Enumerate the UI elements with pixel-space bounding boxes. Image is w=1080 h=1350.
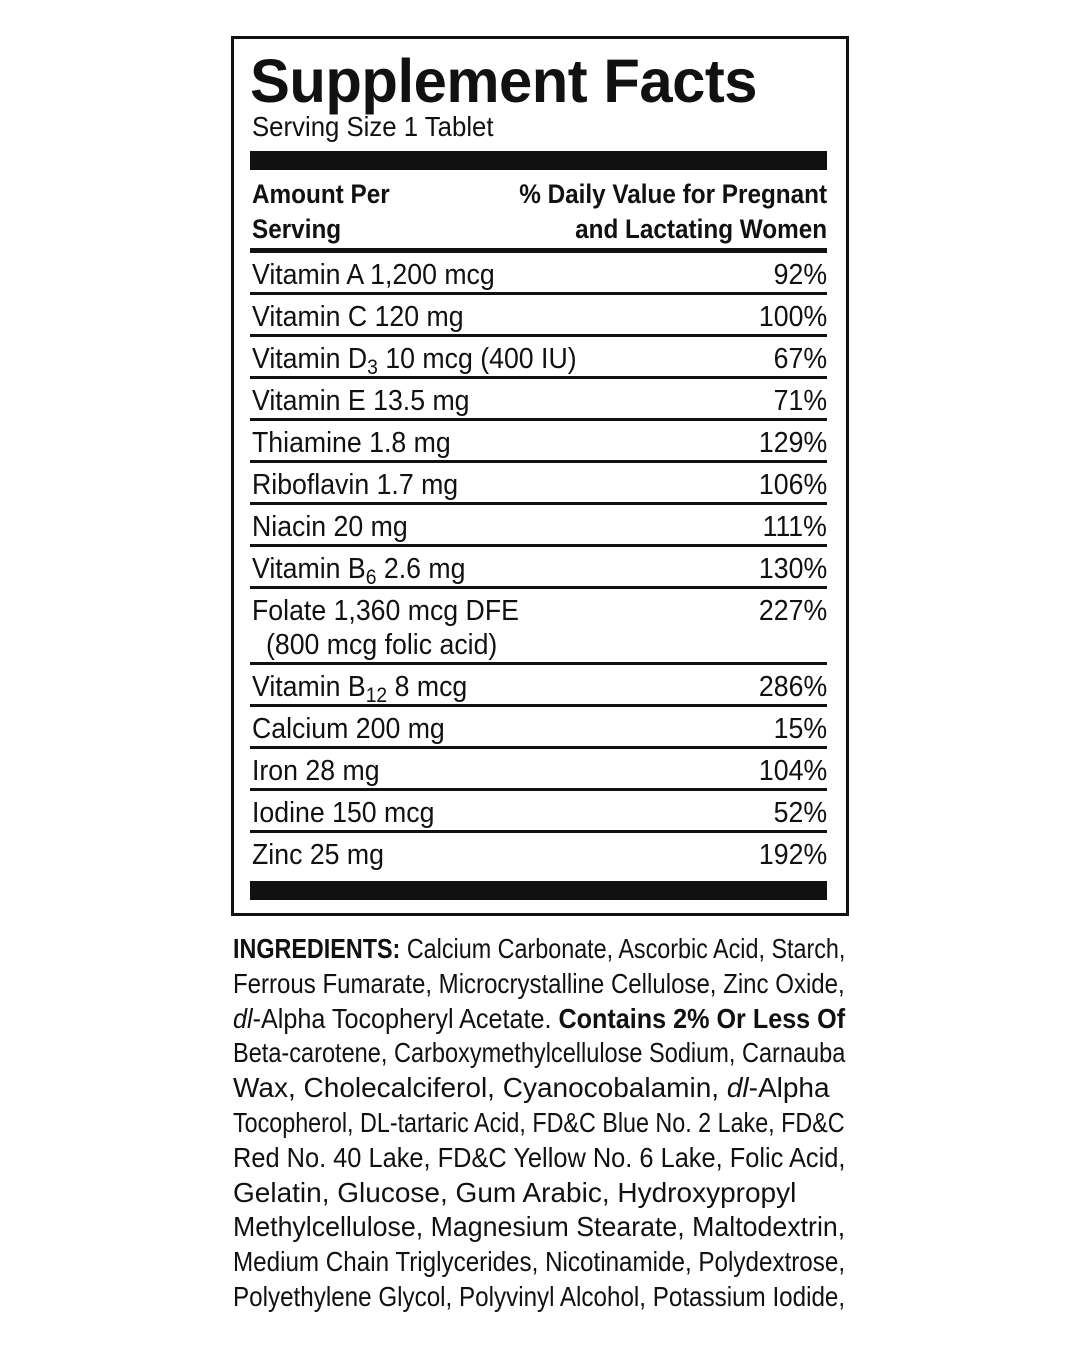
ingredients-heading: INGREDIENTS: (233, 933, 401, 964)
header-daily-value (519, 177, 827, 247)
nutrient-name: Niacin 20 mg (252, 511, 408, 543)
nutrient-name: Vitamin E 13.5 mg (252, 385, 470, 417)
nutrient-row (250, 337, 827, 379)
ingredients-line: Polyethylene Glycol, Polyvinyl Alcohol, Potassium Iodide, (233, 1280, 846, 1312)
nutrient-name: Calcium 200 mg (252, 713, 445, 745)
ingredients-text: Calcium Carbonate, Ascorbic Acid, Starch, (400, 933, 846, 964)
header-amount-per-serving (252, 177, 390, 247)
nutrient-row (250, 589, 827, 665)
nutrient-daily-value: 15% (773, 713, 827, 745)
nutrient-row (250, 707, 827, 749)
nutrient-row (250, 295, 827, 337)
nutrient-name-suffix: 8 mcg (387, 671, 468, 703)
nutrient-name: Iodine 150 mcg (252, 797, 435, 829)
ingredients-line: Ferrous Fumarate, Microcrystalline Cellulose, Zinc Oxide, (233, 967, 845, 999)
nutrient-name: Riboflavin 1.7 mg (252, 469, 459, 501)
ingredients-italic-prefix: dl (726, 1072, 749, 1104)
nutrient-name: Thiamine 1.8 mg (252, 427, 451, 459)
ingredients-text: -Alpha (748, 1072, 830, 1104)
header-left-line-1: Amount Per (252, 179, 390, 209)
ingredients-text: -Alpha Tocopheryl Acetate. (252, 1002, 559, 1034)
nutrient-name (252, 342, 577, 377)
nutrient-daily-value: 111% (762, 511, 827, 543)
header-right-line-1: % Daily Value for Pregnant (519, 179, 827, 209)
nutrient-daily-value: 71% (773, 385, 827, 417)
nutrient-daily-value: 100% (758, 301, 827, 333)
nutrient-row (250, 253, 827, 295)
nutrient-name: Iron 28 mg (252, 755, 380, 787)
nutrient-row (250, 665, 827, 707)
nutrient-name (252, 670, 467, 705)
nutrient-row (250, 505, 827, 547)
ingredients-line: Red No. 40 Lake, FD&C Yellow No. 6 Lake, Folic Acid, (233, 1141, 846, 1173)
nutrient-rows (250, 253, 827, 875)
header-right-line-2: and Lactating Women (574, 214, 827, 244)
nutrient-name-prefix: Vitamin D (252, 343, 368, 375)
nutrient-daily-value: 130% (758, 553, 827, 585)
ingredients-line: Tocopherol, DL-tartaric Acid, FD&C Blue No. 2 Lake, FD&C (233, 1106, 845, 1138)
nutrient-daily-value: 227% (758, 595, 827, 627)
nutrient-daily-value: 92% (773, 259, 827, 291)
panel-title: Supplement Facts (250, 47, 758, 115)
header-left-line-2: Serving (252, 214, 342, 244)
thick-divider-bottom (250, 881, 827, 900)
nutrient-row (250, 463, 827, 505)
supplement-facts-panel (231, 36, 849, 916)
nutrient-name: Zinc 25 mg (252, 839, 384, 871)
nutrient-subscript: 6 (365, 566, 377, 589)
nutrient-name-line-2: (800 mcg folic acid) (266, 629, 498, 661)
ingredients-line: Methylcellulose, Magnesium Stearate, Maltodextrin, (233, 1211, 846, 1243)
nutrient-daily-value: 129% (758, 427, 827, 459)
serving-size: Serving Size 1 Tablet (252, 111, 494, 142)
nutrient-name (252, 552, 465, 587)
nutrient-daily-value: 192% (758, 839, 827, 871)
thick-divider-top (250, 151, 827, 170)
nutrient-row (250, 791, 827, 833)
nutrient-name: Vitamin C 120 mg (252, 301, 464, 333)
nutrient-name-suffix: 2.6 mg (376, 553, 466, 585)
ingredients-line: Beta-carotene, Carboxymethylcellulose Sodium, Carnauba (233, 1037, 846, 1069)
nutrient-row (250, 749, 827, 791)
nutrient-row (250, 547, 827, 589)
ingredients-line (233, 1071, 845, 1106)
nutrient-daily-value: 286% (758, 671, 827, 703)
ingredients-line: Medium Chain Triglycerides, Nicotinamide, Polydextrose, (233, 1246, 846, 1278)
ingredients-line (233, 932, 846, 967)
nutrient-subscript: 12 (365, 684, 388, 707)
nutrient-row (250, 379, 827, 421)
ingredients-text: Wax, Cholecalciferol, Cyanocobalamin, (233, 1072, 727, 1104)
nutrient-name-prefix: Vitamin B (252, 671, 366, 703)
nutrient-daily-value: 52% (773, 797, 827, 829)
nutrient-subscript: 3 (367, 356, 378, 379)
ingredients-italic-prefix: dl (233, 1002, 253, 1034)
ingredients-line: Gelatin, Glucose, Gum Arabic, Hydroxypropyl (233, 1176, 797, 1208)
nutrient-row (250, 833, 827, 875)
ingredients-section (233, 932, 845, 1315)
ingredients-line (233, 1002, 846, 1037)
nutrient-daily-value: 104% (758, 755, 827, 787)
nutrient-name-suffix: 10 mcg (400 IU) (377, 343, 577, 375)
nutrient-name-prefix: Vitamin B (252, 553, 366, 585)
nutrient-daily-value: 67% (773, 343, 827, 375)
ingredients-contains-note: Contains 2% Or Less Of (558, 1002, 846, 1034)
nutrient-daily-value: 106% (758, 469, 827, 501)
nutrient-name: Folate 1,360 mcg DFE (252, 595, 519, 627)
nutrient-name: Vitamin A 1,200 mcg (252, 259, 495, 291)
nutrient-row (250, 421, 827, 463)
